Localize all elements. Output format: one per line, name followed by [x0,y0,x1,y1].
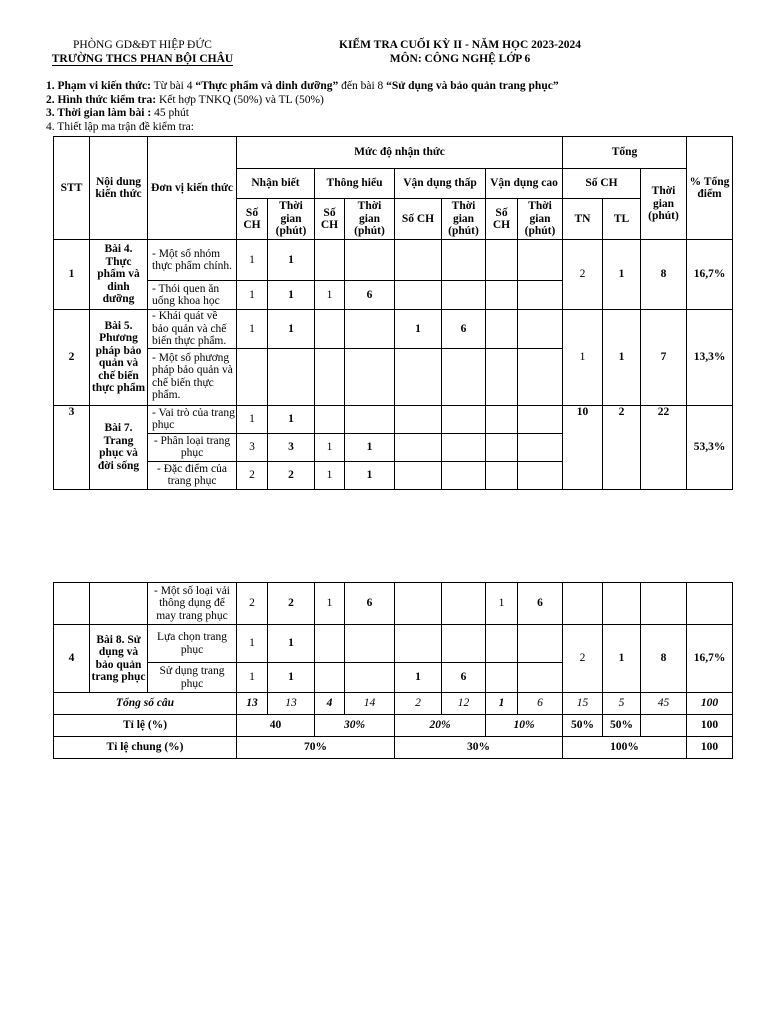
table-row: - Một số loại vải thông dụng để may trang phục 2 2 1 6 1 6 [54,583,733,625]
header-percent: % Tổng điểm [687,137,733,240]
subject-title: MÔN: CÔNG NGHỆ LỚP 6 [389,53,531,65]
table-row: Sử dụng trang phục 1 1 1 6 [54,663,733,693]
info-line-2: 2. Hình thức kiểm tra: Kết hợp TNKQ (50%) và TL (50%) [46,93,324,106]
table-row: 2 Bài 5. Phương pháp bảo quản và chế biến thực phẩm - Khái quát về bảo quản và chế biến thực phẩm. 1 1 1 6 1 1 7 13,3% [54,310,733,349]
school-name: TRƯỜNG THCS PHAN BỘI CHÂU [51,53,234,65]
header-tl: TL [603,199,641,240]
header-total: Tổng [563,137,687,169]
header-vdt-time: Thời gian (phút) [442,199,486,240]
matrix-table-part-1 [53,136,733,490]
header-van-dung-thap: Vận dụng thấp [395,169,486,199]
total-row: Tổng số câu 13 13 4 14 2 12 1 6 15 5 45 100 [54,693,733,715]
header-th-soch: Số CH [315,199,345,240]
header-right [300,38,620,66]
header-total-time: Thời gian (phút) [641,169,687,240]
header-level: Mức độ nhận thức [237,137,563,169]
header-tn: TN [563,199,603,240]
header-left [30,38,255,66]
header-nhan-biet: Nhận biết [237,169,315,199]
header-so-ch: Số CH [563,169,641,199]
header-unit: Đơn vị kiến thức [148,137,237,240]
table-row: - Phân loại trang phục 3 3 1 1 [54,433,733,461]
header-content: Nội dung kiến thức [90,137,148,240]
table-row: - Đặc điểm của trang phục 2 2 1 1 [54,461,733,489]
table-row: 3 Bài 7. Trang phục và đời sống - Vai trò của trang phục 1 1 10 2 22 53,3% [54,405,733,433]
table-row: - Một số phương pháp bảo quản và chế biến thực phẩm. [54,348,733,405]
table-row: 4 Bài 8. Sử dụng và bảo quản trang phục Lựa chọn trang phục 1 1 2 1 8 16,7% [54,625,733,663]
ratio-row: Tỉ lệ (%) 40 30% 20% 10% 50% 50% 100 [54,715,733,737]
info-line-1: 1. Phạm vi kiến thức: Từ bài 4 “Thực phẩm và dinh dưỡng” đến bài 8 “Sử dụng và bảo quản trang phục” [46,80,559,92]
header-vdc-time: Thời gian (phút) [518,199,563,240]
header-vdc-soch: Số CH [486,199,518,240]
table-row: 1 Bài 4. Thực phẩm và dinh dưỡng - Một số nhóm thực phẩm chính. 1 1 2 1 8 16,7% [54,240,733,281]
table-row: - Thói quen ăn uống khoa học 1 1 1 6 [54,281,733,310]
header-vdt-soch: Số CH [395,199,442,240]
exam-info [46,80,559,134]
header-nb-time: Thời gian (phút) [268,199,315,240]
header-stt: STT [54,137,90,240]
info-line-3: 3. Thời gian làm bài : 45 phút [46,107,189,119]
info-line-4: 4. Thiết lập ma trận đề kiểm tra: [46,120,194,133]
header-van-dung-cao: Vận dụng cao [486,169,563,199]
exam-title: KIỂM TRA CUỐI KỲ II - NĂM HỌC 2023-2024 [339,39,581,51]
header-thong-hieu: Thông hiểu [315,169,395,199]
matrix-table-part-2 [53,582,733,759]
header-nb-soch: Số CH [237,199,268,240]
header-th-time: Thời gian (phút) [345,199,395,240]
dept-name: PHÒNG GD&ĐT HIỆP ĐỨC [73,39,212,51]
common-ratio-row: Tỉ lệ chung (%) 70% 30% 100% 100 [54,737,733,759]
